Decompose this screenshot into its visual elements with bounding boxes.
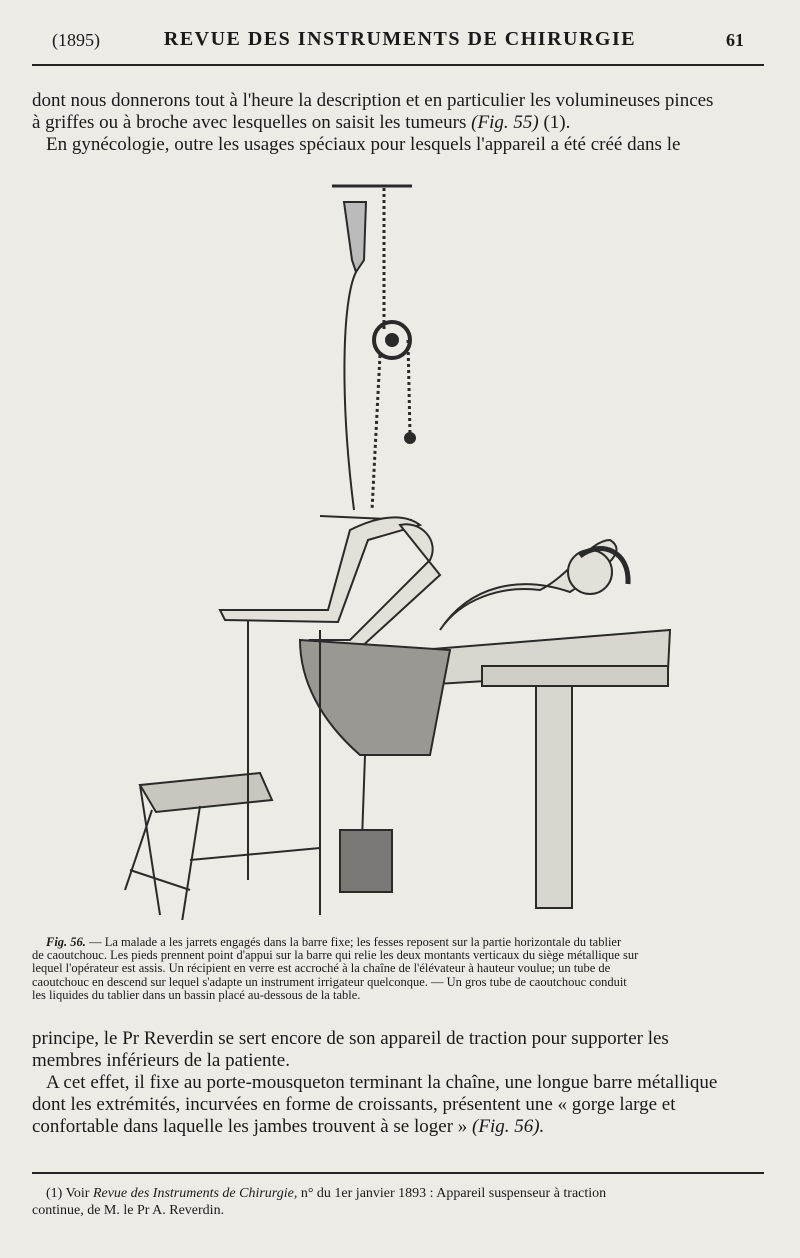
page-number: 61 [726, 30, 744, 50]
footnote-text: (1) Voir [46, 1186, 90, 1201]
surgical-table-illustration [100, 180, 700, 920]
caption-line: lequel l'opérateur est assis. Un récipient en verre est accroché à la chaîne de l'élévateur à hauteur voulue; un tube de [32, 961, 611, 976]
footnote-text: n° du 1er janvier 1893 : Appareil suspenseur à traction [300, 1186, 607, 1201]
text-line [32, 1116, 768, 1138]
figure-caption [32, 936, 768, 1002]
text-line: En gynécologie, outre les usages spéciaux pour lesquels l'appareil a été créé dans le [46, 134, 681, 155]
footnote-marker: (1). [543, 112, 571, 133]
header-year: (1895) [52, 30, 100, 50]
text-line: principe, le Pr Reverdin se sert encore de son appareil de traction pour supporter les [32, 1028, 669, 1049]
footnote [32, 1185, 768, 1219]
footnote-journal: Revue des Instruments de Chirurgie, [92, 1186, 298, 1201]
caption-figure-label: Fig. 56. [46, 935, 86, 949]
caption-line: caoutchouc en descend sur lequel s'adapte un instrument irrigateur quelconque. — Un gros tube de caoutchouc conduit [32, 974, 627, 989]
text-line: A cet effet, il fixe au porte-mousqueton terminant la chaîne, une longue barre métallique [46, 1072, 718, 1093]
footnote-line: continue, de M. le Pr A. Reverdin. [32, 1203, 225, 1218]
text-line: dont les extrémités, incurvées en forme de croissants, présentent une « gorge large et [32, 1094, 676, 1115]
text-line: membres inférieurs de la patiente. [32, 1050, 290, 1071]
running-header [32, 22, 768, 56]
header-title: REVUE DES INSTRUMENTS DE CHIRURGIE [163, 28, 637, 50]
footnote-rule [32, 1172, 764, 1174]
caption-line: les liquides du tablier dans un bassin placé au-dessous de la table. [32, 987, 361, 1002]
text-segment: à griffes ou à broche avec lesquelles on saisit les tumeurs [32, 112, 467, 133]
text-line: dont nous donnerons tout à l'heure la description et en particulier les volumineuses pinces [32, 90, 714, 111]
caption-line: de caoutchouc. Les pieds prennent point d'appui sur la barre qui relie les deux montants verticaux du siège métallique sur [32, 948, 639, 963]
figure-reference: (Fig. 56). [472, 1116, 545, 1137]
caption-text: — La malade a les jarrets engagés dans la barre fixe; les fesses reposent sur la partie horizontale du tablier [89, 935, 622, 949]
paragraph-intro [32, 90, 768, 156]
figure-reference: (Fig. 55) [471, 112, 539, 133]
text-line [32, 112, 768, 134]
footnote-line [32, 1185, 768, 1202]
text-segment: confortable dans laquelle les jambes trouvent à se loger » [32, 1116, 468, 1137]
header-rule [32, 64, 764, 66]
paragraph-body [32, 1028, 768, 1138]
